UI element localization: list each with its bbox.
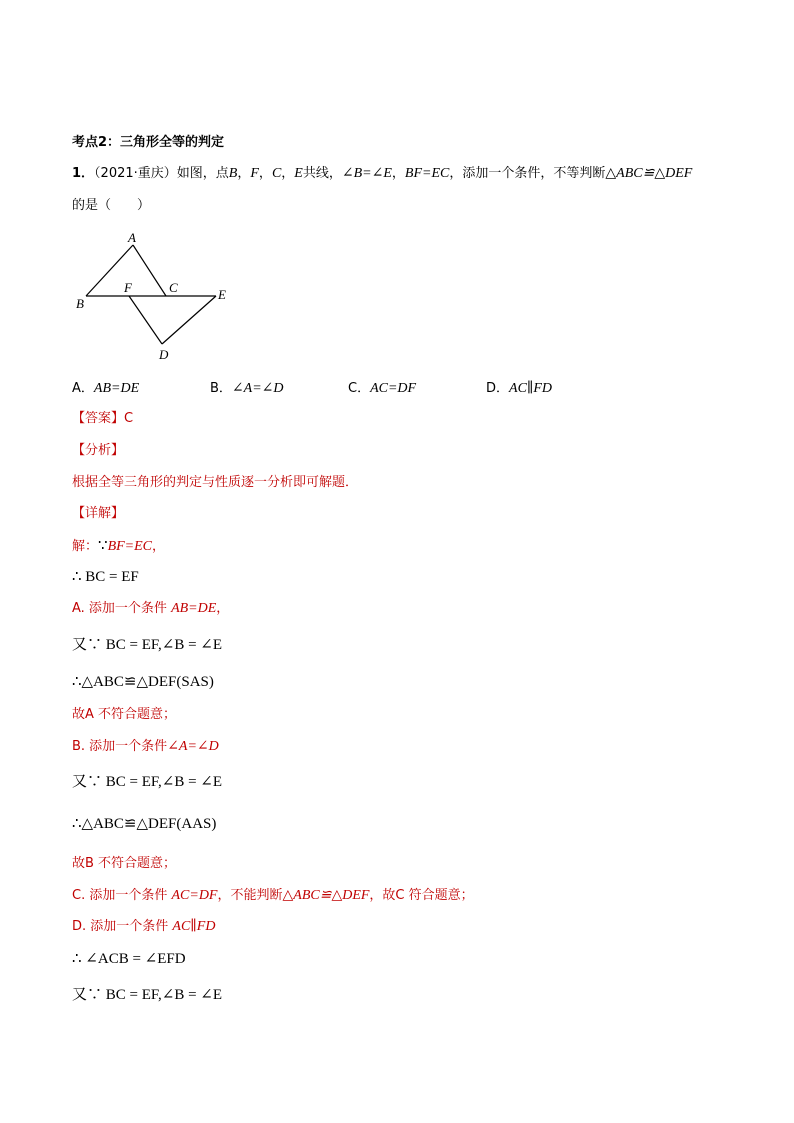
option-c-letter: C． bbox=[348, 381, 371, 396]
option-d-letter: D． bbox=[486, 381, 510, 396]
option-d-prefix: D. 添加一个条件 bbox=[72, 919, 173, 934]
analysis-text: 根据全等三角形的判定与性质逐一分析即可解题． bbox=[72, 475, 359, 490]
condition-angle: ∠B=∠E bbox=[341, 166, 392, 181]
option-c bbox=[348, 377, 416, 397]
point-f: F bbox=[250, 166, 259, 181]
detail-prefix: 解： bbox=[72, 539, 99, 554]
detail-line-9: ∴△ABC≌△DEF(AAS) bbox=[72, 816, 217, 832]
question-line-2: 的是（ ） bbox=[72, 198, 151, 213]
option-d-condition: AC∥FD bbox=[172, 919, 216, 934]
detail-line-11 bbox=[72, 887, 474, 905]
detail-line-6: 故A 不符合题意； bbox=[72, 707, 177, 722]
question-text-c: ，添加一个条件，不等判断 bbox=[449, 166, 606, 181]
question-text-a: 如图，点 bbox=[176, 166, 229, 181]
option-c-congruence: △ABC≌△DEF bbox=[282, 888, 370, 903]
option-a-letter: A． bbox=[72, 381, 94, 396]
geometry-figure bbox=[70, 228, 240, 363]
option-b-condition: ∠A=∠D bbox=[167, 739, 219, 754]
option-a bbox=[72, 377, 139, 397]
option-b-text: ∠A=∠D bbox=[231, 381, 284, 396]
detail-line-7 bbox=[72, 738, 219, 756]
label-c: C bbox=[169, 280, 178, 295]
detail-line-12 bbox=[72, 918, 215, 936]
detail-suffix: ， bbox=[152, 539, 166, 554]
label-d: D bbox=[159, 347, 169, 362]
condition-segment: BF=EC bbox=[404, 166, 450, 181]
congruence-statement: △ABC≌△DEF bbox=[605, 166, 693, 181]
point-e: E bbox=[294, 166, 303, 181]
because-symbol: ∵ bbox=[98, 538, 108, 554]
option-a-prefix: A. 添加一个条件 bbox=[72, 601, 172, 616]
label-f: F bbox=[124, 280, 132, 295]
analysis-label: 【分析】 bbox=[72, 443, 125, 458]
detail-line-5: ∴△ABC≌△DEF(SAS) bbox=[72, 674, 214, 690]
detail-line-3 bbox=[72, 600, 229, 618]
option-a-suffix: ， bbox=[216, 601, 230, 616]
detail-line-2: ∴ BC = EF bbox=[72, 569, 139, 585]
option-b-prefix: B. 添加一个条件 bbox=[72, 739, 168, 754]
option-c-text: AC=DF bbox=[370, 381, 417, 396]
point-c: C bbox=[271, 166, 282, 181]
option-c-suffix: ，故C 符合题意； bbox=[369, 888, 474, 903]
question-number: 1． bbox=[72, 166, 95, 181]
option-d-text: AC∥FD bbox=[509, 381, 553, 396]
segment-de bbox=[162, 296, 216, 344]
answer-line bbox=[72, 410, 133, 428]
option-a-text: AB=DE bbox=[93, 381, 140, 396]
option-c-condition: AC=DF bbox=[171, 888, 218, 903]
question-text-b: 共线， bbox=[302, 166, 342, 181]
detail-line-10: 故B 不符合题意； bbox=[72, 856, 177, 871]
point-b: B bbox=[228, 166, 238, 181]
detail-line-13: ∴ ∠ACB = ∠EFD bbox=[72, 951, 186, 967]
answer-value: C bbox=[124, 411, 134, 426]
question-source: （2021·重庆） bbox=[94, 166, 177, 181]
detail-condition: BF=EC bbox=[107, 539, 153, 554]
detail-line-1 bbox=[72, 537, 165, 556]
detail-line-8: 又∵ BC = EF,∠B = ∠E bbox=[72, 774, 223, 790]
section-heading: 考点2：三角形全等的判定 bbox=[72, 135, 225, 150]
detail-line-14: 又∵ BC = EF,∠B = ∠E bbox=[72, 987, 223, 1003]
option-d bbox=[486, 377, 552, 397]
answer-label: 【答案】 bbox=[72, 411, 125, 426]
option-c-prefix: C. 添加一个条件 bbox=[72, 888, 172, 903]
question-line-1: 1．（2021·重庆）如图，点B，F，C，E共线，∠B=∠E，BF=EC，添加一个条件，不等判断△ABC≌△DEF bbox=[72, 166, 693, 181]
label-b: B bbox=[76, 296, 84, 311]
option-c-mid: ，不能判断 bbox=[217, 888, 283, 903]
separator: ， bbox=[391, 166, 405, 181]
detail-line-4: 又∵ BC = EF,∠B = ∠E bbox=[72, 637, 223, 653]
segment-fd bbox=[129, 296, 162, 344]
label-a: A bbox=[128, 230, 136, 245]
label-e: E bbox=[218, 287, 226, 302]
detail-label: 【详解】 bbox=[72, 506, 125, 521]
segment-ac bbox=[133, 245, 166, 296]
option-b bbox=[210, 377, 284, 397]
option-b-letter: B． bbox=[210, 381, 232, 396]
option-a-condition: AB=DE bbox=[171, 601, 217, 616]
